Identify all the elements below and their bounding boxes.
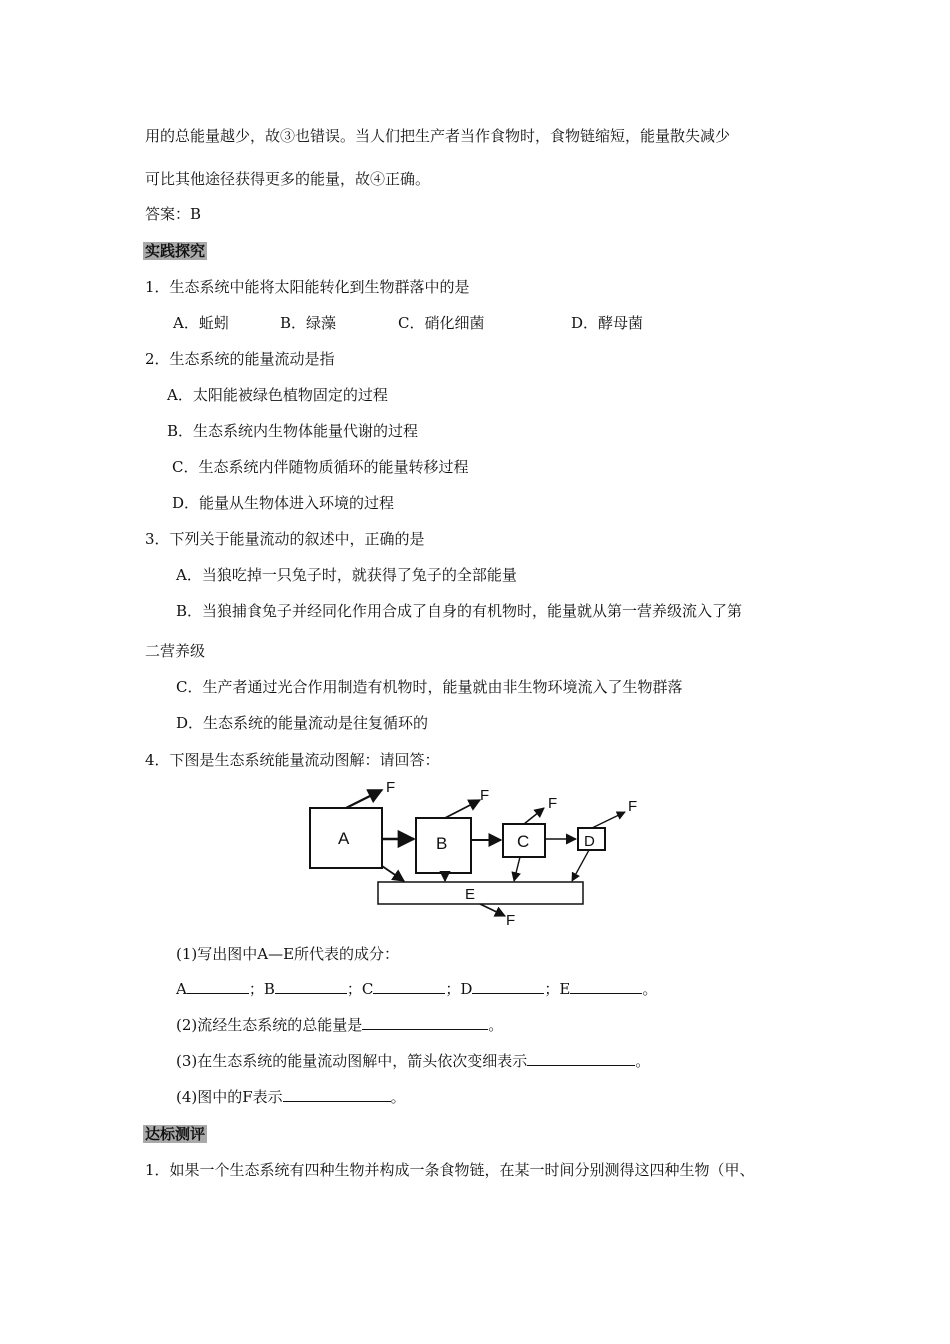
fill-label: ；E <box>544 980 571 998</box>
answer-line: 答案：B <box>145 205 202 223</box>
question-3: 3．下列关于能量流动的叙述中，正确的是 <box>145 530 425 548</box>
label-d: D <box>584 833 595 850</box>
subquestion <box>176 1015 503 1035</box>
label-c: C <box>517 832 530 851</box>
fill-label: A <box>176 980 187 998</box>
section-heading <box>143 1124 207 1144</box>
question-4: 4．下图是生态系统能量流动图解：请回答： <box>145 751 440 769</box>
subquestion: (1)写出图中A—E所代表的成分： <box>176 945 400 963</box>
option: C．硝化细菌 <box>398 314 485 332</box>
option: C．生产者通过光合作用制造有机物时，能量就由非生物环境流入了生物群落 <box>176 678 683 696</box>
arrow-a-e <box>382 866 404 881</box>
answer-blank[interactable] <box>570 979 642 994</box>
fill-in-line <box>176 979 657 999</box>
option: C．生态系统内伴随物质循环的能量转移过程 <box>172 458 469 476</box>
arrow-c-f <box>524 808 544 824</box>
subquestion <box>176 1087 406 1107</box>
answer-blank[interactable] <box>472 979 544 994</box>
arrow-e-f <box>480 904 505 916</box>
text-line: 用的总能量越少，故③也错误。当人们把生产者当作食物时，食物链缩短，能量散失减少 <box>145 127 731 145</box>
answer-blank[interactable] <box>187 979 249 994</box>
label-f: F <box>628 798 638 815</box>
label-f: F <box>548 795 558 812</box>
arrow-c-e <box>514 857 520 881</box>
label-f: F <box>386 779 396 796</box>
label-a: A <box>338 829 350 848</box>
option: A．太阳能被绿色植物固定的过程 <box>167 386 388 404</box>
option: A．蚯蚓 <box>173 314 229 332</box>
fill-label: 。 <box>635 1052 651 1070</box>
subquestion-text: (2)流经生态系统的总能量是 <box>176 1016 363 1034</box>
arrow-a-f <box>346 790 382 808</box>
box-e <box>378 882 583 904</box>
subquestion-text: (4)图中的F表示 <box>176 1088 283 1106</box>
label-f: F <box>480 787 490 804</box>
fill-label: 。 <box>390 1088 406 1106</box>
answer-blank[interactable] <box>283 1087 391 1102</box>
subquestion-text: (3)在生态系统的能量流动图解中，箭头依次变细表示 <box>176 1052 528 1070</box>
section-heading-label: 达标测评 <box>145 1125 206 1143</box>
answer-blank[interactable] <box>373 979 445 994</box>
fill-label: 。 <box>488 1016 504 1034</box>
fill-label: ；D <box>445 980 473 998</box>
fill-label: 。 <box>642 980 658 998</box>
answer-blank[interactable] <box>275 979 347 994</box>
question-1: 1．生态系统中能将太阳能转化到生物群落中的是 <box>145 278 470 296</box>
arrow-b-f <box>445 800 480 818</box>
arrow-d-f <box>592 812 625 828</box>
option: A．当狼吃掉一只兔子时，就获得了兔子的全部能量 <box>176 566 517 584</box>
question-1: 1．如果一个生态系统有四种生物并构成一条食物链，在某一时间分别测得这四种生物（甲、 <box>145 1161 755 1179</box>
option: B．当狼捕食兔子并经同化作用合成了自身的有机物时，能量就从第一营养级流入了第 <box>176 602 743 620</box>
label-b: B <box>436 834 448 853</box>
option-continued: 二营养级 <box>145 642 206 660</box>
section-heading-label: 实践探究 <box>145 242 206 260</box>
question-2: 2．生态系统的能量流动是指 <box>145 350 335 368</box>
label-f: F <box>506 912 516 928</box>
subquestion <box>176 1051 650 1071</box>
energy-flow-diagram <box>300 778 660 928</box>
arrow-d-e <box>572 850 589 881</box>
option: B．绿藻 <box>280 314 337 332</box>
label-e: E <box>465 886 476 903</box>
section-heading <box>143 241 207 261</box>
option: D．能量从生物体进入环境的过程 <box>172 494 395 512</box>
option: B．生态系统内生物体能量代谢的过程 <box>167 422 419 440</box>
answer-blank[interactable] <box>527 1051 635 1066</box>
option: D．生态系统的能量流动是往复循环的 <box>176 714 429 732</box>
option: D．酵母菌 <box>571 314 644 332</box>
answer-blank[interactable] <box>362 1015 488 1030</box>
text-line: 可比其他途径获得更多的能量，故④正确。 <box>145 170 431 188</box>
fill-label: ；C <box>346 980 374 998</box>
fill-label: ；B <box>248 980 275 998</box>
